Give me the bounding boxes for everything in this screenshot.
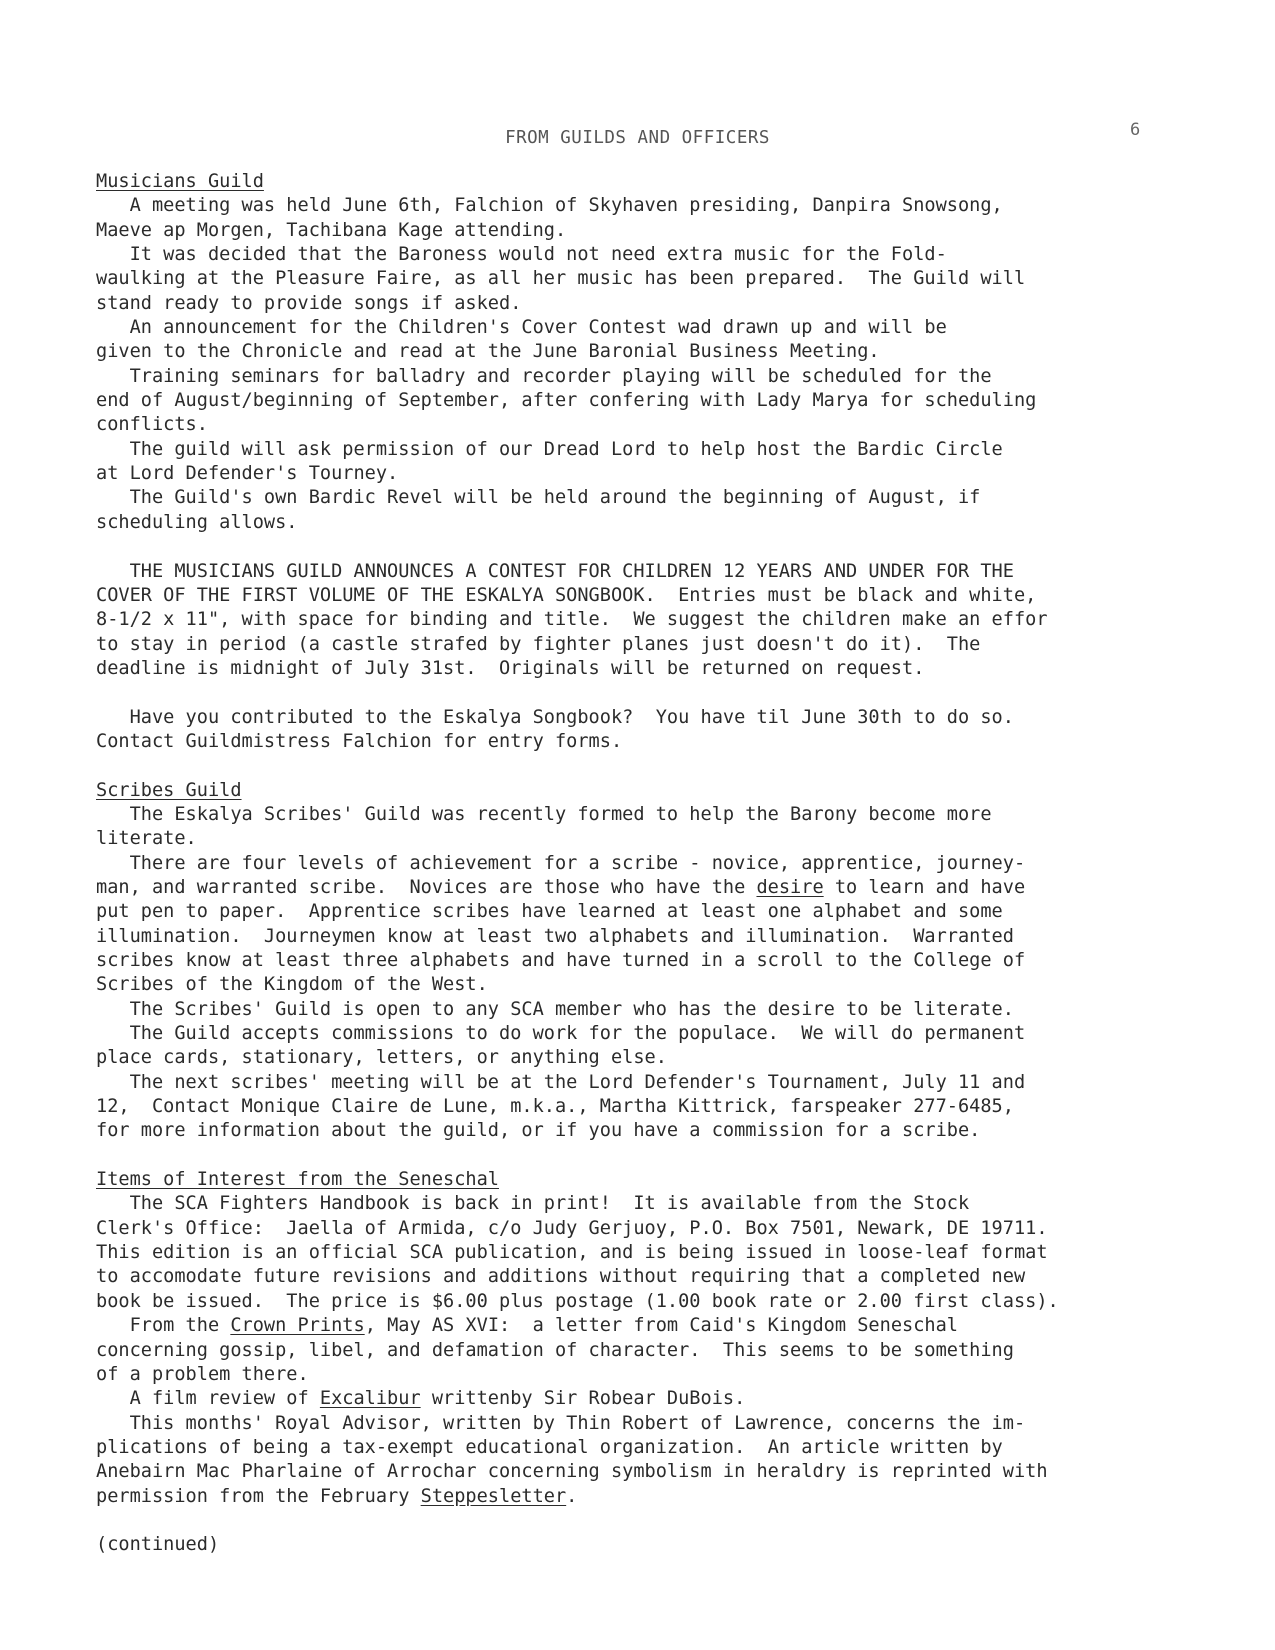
- text-line: The Guild's own Bardic Revel will be held around the beginning of August, if: [96, 487, 981, 509]
- text-line: The guild will ask permission of our Dread Lord to help host the Bardic Circle: [96, 438, 1003, 460]
- songbook-notice: [96, 706, 1196, 755]
- seneschal-section: [96, 1168, 1196, 1509]
- continued-note: (continued): [96, 1534, 220, 1556]
- text-line: for more information about the guild, or if you have a commission for a scribe.: [96, 1120, 981, 1142]
- text-line: put pen to paper. Apprentice scribes have learned at least one alphabet and some: [96, 901, 1003, 923]
- section-heading: Musicians Guild: [96, 171, 264, 192]
- text-line: 8-1/2 x 11", with space for binding and title. We suggest the children make an effor: [96, 609, 1048, 631]
- text-line: illumination. Journeymen know at least two alphabets and illumination. Warranted: [96, 925, 1014, 947]
- text-line: Contact Guildmistress Falchion for entry forms.: [96, 730, 623, 752]
- text-line: The Eskalya Scribes' Guild was recently formed to help the Barony become more: [96, 803, 992, 825]
- page-number: 6: [1130, 120, 1141, 140]
- section-heading: Scribes Guild: [96, 779, 242, 801]
- text-run: writtenby Sir Robear DuBois.: [420, 1388, 746, 1410]
- text-line: conflicts.: [96, 414, 208, 436]
- page-title: FROM GUILDS AND OFFICERS: [505, 128, 770, 148]
- text-line: Have you contributed to the Eskalya Songbook? You have til June 30th to do so.: [96, 706, 1014, 728]
- text-line: plications of being a tax-exempt educational organization. An article written by: [96, 1436, 1003, 1458]
- text-run: From the: [96, 1315, 231, 1337]
- text-line: of a problem there.: [96, 1363, 309, 1385]
- text-run: permission from the February: [96, 1485, 421, 1507]
- text-line: at Lord Defender's Tourney.: [96, 463, 399, 485]
- text-line: The Guild accepts commissions to do work for the populace. We will do permanent: [96, 1023, 1026, 1045]
- text-line: This months' Royal Advisor, written by Thin Robert of Lawrence, concerns the im-: [96, 1412, 1026, 1434]
- text-line: to stay in period (a castle strafed by fighter planes just doesn't do it). The: [96, 633, 981, 655]
- text-line: deadline is midnight of July 31st. Originals will be returned on request.: [96, 657, 925, 679]
- text-line: 12, Contact Monique Claire de Lune, m.k.a., Martha Kittrick, farspeaker 277-6485,: [96, 1096, 1014, 1118]
- text-line: given to the Chronicle and read at the June Baronial Business Meeting.: [96, 341, 880, 363]
- text-line: COVER OF THE FIRST VOLUME OF THE ESKALYA SONGBOOK. Entries must be black and white,: [96, 584, 1037, 606]
- scribes-guild-section: [96, 779, 1196, 1144]
- text-line: A meeting was held June 6th, Falchion of Skyhaven presiding, Danpira Snowsong,: [96, 195, 1003, 217]
- document-body: [96, 170, 1196, 1558]
- text-line: literate.: [96, 828, 197, 850]
- text-line: It was decided that the Baroness would not need extra music for the Fold-: [96, 244, 947, 266]
- text-line: The SCA Fighters Handbook is back in print! It is available from the Stock: [96, 1193, 970, 1215]
- section-heading: Items of Interest from the Seneschal: [96, 1169, 499, 1191]
- text-line: The next scribes' meeting will be at the Lord Defender's Tournament, July 11 and: [96, 1071, 1026, 1093]
- musicians-guild-section: [96, 170, 1196, 535]
- text-run: to learn and have: [823, 876, 1026, 898]
- text-line: THE MUSICIANS GUILD ANNOUNCES A CONTEST FOR CHILDREN 12 YEARS AND UNDER FOR THE: [96, 560, 1014, 582]
- text-line: book be issued. The price is $6.00 plus postage (1.00 book rate or 2.00 first class).: [96, 1290, 1059, 1312]
- text-line: concerning gossip, libel, and defamation of character. This seems to be something: [96, 1339, 1014, 1361]
- text-line: Clerk's Office: Jaella of Armida, c/o Judy Gerjuoy, P.O. Box 7501, Newark, DE 19711.: [96, 1217, 1048, 1239]
- publication-title: Steppesletter: [420, 1485, 567, 1507]
- text-line: There are four levels of achievement for a scribe - novice, apprentice, journey-: [96, 852, 1026, 874]
- text-line: [96, 1314, 1196, 1338]
- text-line: This edition is an official SCA publication, and is being issued in loose-leaf format: [96, 1242, 1048, 1264]
- text-line: Training seminars for balladry and recorder playing will be scheduled for the: [96, 365, 992, 387]
- text-run: man, and warranted scribe. Novices are those who have the: [96, 876, 757, 898]
- text-line: end of August/beginning of September, after confering with Lady Marya for scheduling: [96, 390, 1037, 412]
- publication-title: Crown Prints: [230, 1315, 365, 1337]
- text-line: [96, 1387, 1196, 1411]
- text-line: The Scribes' Guild is open to any SCA member who has the desire to be literate.: [96, 998, 1014, 1020]
- text-line: place cards, stationary, letters, or anything else.: [96, 1047, 667, 1069]
- text-line: scribes know at least three alphabets and have turned in a scroll to the College of: [96, 950, 1026, 971]
- text-line: stand ready to provide songs if asked.: [96, 292, 522, 314]
- text-line: Anebairn Mac Pharlaine of Arrochar concerning symbolism in heraldry is reprinted with: [96, 1461, 1048, 1483]
- text-line: waulking at the Pleasure Faire, as all her music has been prepared. The Guild will: [96, 268, 1026, 290]
- text-run: A film review of: [96, 1388, 320, 1410]
- text-line: to accomodate future revisions and additions without requiring that a completed new: [96, 1266, 1026, 1288]
- text-line: [96, 876, 1196, 900]
- text-line: [96, 1485, 1196, 1509]
- text-line: Maeve ap Morgen, Tachibana Kage attending.: [96, 219, 567, 241]
- text-line: scheduling allows.: [96, 511, 298, 533]
- text-line: An announcement for the Children's Cover Contest wad drawn up and will be: [96, 317, 947, 339]
- film-title: Excalibur: [319, 1388, 421, 1410]
- underlined-word: desire: [756, 876, 824, 898]
- text-run: .: [566, 1485, 578, 1507]
- text-run: , May AS XVI: a letter from Caid's Kingdom Seneschal: [364, 1315, 958, 1337]
- contest-announcement: [96, 560, 1196, 682]
- text-line: Scribes of the Kingdom of the West.: [96, 974, 488, 996]
